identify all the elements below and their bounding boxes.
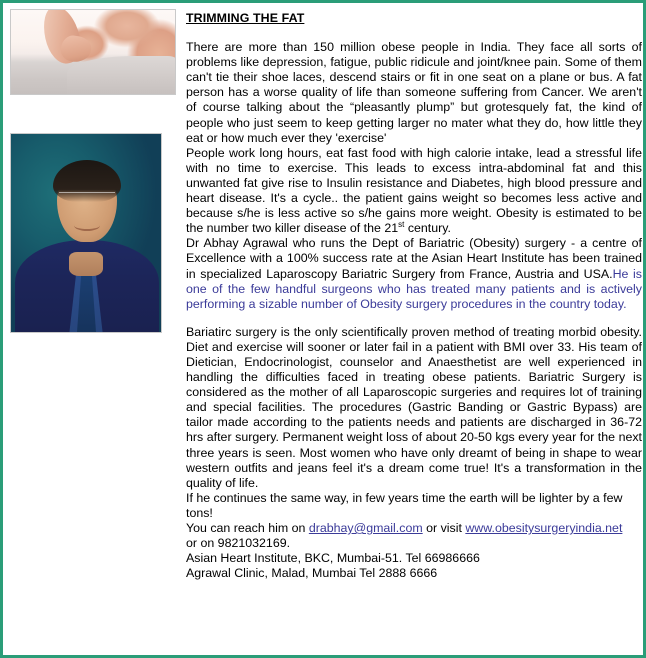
contact-prefix-text: You can reach him on — [186, 521, 309, 535]
photo-column — [10, 9, 178, 333]
page-title: TRIMMING THE FAT — [186, 11, 305, 25]
paragraph-surgery-details: Bariatirc surgery is the only scientifically proven method of treating morbid obesity. Diet and exercise will sooner or later fail in a patient with BMI over 33. His team of Dietician, Endocrinologist, counselor and Anaesthetist are well experienced in handling the difficulties faced in treating obese patients. Bariatric Surgery is considered as the mother of all Laparoscopic surgeries and requires lot of training and special facilities. The procedures (Gastric Banding or Gastric Bypass) are tailor made according to the patients needs and patients are discharged in 36-72 hrs after surgery. Permanent weight loss of about 20-50 kgs every year for the next three years is seen. Most women who have only dreamt of being in shape to wear western outfits and jeans feel it's a dream come true! It's a transformation in the quality of life. — [186, 324, 642, 490]
article-body — [186, 11, 642, 581]
paragraph-causes — [186, 146, 642, 237]
paragraph-spacer — [186, 312, 642, 325]
contact-website-link[interactable]: www.obesitysurgeryindia.net — [465, 521, 623, 535]
belly-fat-photo — [10, 9, 176, 95]
contact-middle-text: or visit — [422, 521, 466, 535]
belly-photo-waistband — [67, 56, 176, 95]
portrait-neck — [69, 252, 103, 276]
paragraph-causes-tail: century. — [404, 221, 451, 236]
doctor-bio-credentials: Dr Abhay Agrawal who runs the Dept of Bariatric (Obesity) surgery - a centre of Excellence with a 100% success rate at the Asian Heart Institute has been trained in specialized Laparoscopy Bariatric Surgery from France, Austria and USA. — [186, 236, 642, 281]
address-asian-heart-institute: Asian Heart Institute, BKC, Mumbai-51. Tel 66986666 — [186, 551, 480, 566]
contact-email-link[interactable]: drabhay@gmail.com — [308, 521, 423, 535]
paragraph-intro: There are more than 150 million obese people in India. They face all sorts of problems like depression, fatigue, public ridicule and joint/knee pain. Some of them can't tie their shoe laces, descend stairs or fit in one seat on a plane or bus. A fat person has a worse quality of life than someone suffering from Cancer. We aren't of course talking about the “pleasantly plump” but grotesquely fat, the kind of people who just seem to keep getting larger no mater what they do, how little they eat or how much ever they 'exercise' — [186, 40, 642, 145]
page-inner — [3, 3, 643, 655]
doctor-bio-highlight: He is one of the few handful surgeons who has treated many patients and is actively performing a sizable number of Obesity surgery procedures in the country today. — [186, 266, 643, 311]
century-ordinal-suffix: st — [398, 220, 405, 230]
paragraph-causes-text: People work long hours, eat fast food with high calorie intake, lead a stressful life with no time to exercise. This leads to excess intra-abdominal fat and this unwanted fat give rise to Insulin resistance and Diabetes, high blood pressure and heart disease. It's a cycle.. the patient gains weight so becomes less active and because s/he is less active so s/he gains more weight. Obesity is estimated to be the number two killer disease of the 21 — [186, 145, 642, 236]
portrait-smile — [74, 220, 100, 231]
glasses-icon — [59, 192, 115, 203]
address-agrawal-clinic: Agrawal Clinic, Malad, Mumbai Tel 2888 6666 — [186, 566, 438, 581]
contact-phone: or on 9821032169. — [186, 536, 291, 551]
paragraph-closing: If he continues the same way, in few years time the earth will be lighter by a few tons! — [186, 490, 623, 520]
contact-line — [186, 521, 642, 536]
doctor-portrait-photo — [10, 133, 162, 333]
paragraph-doctor-bio — [186, 236, 642, 311]
